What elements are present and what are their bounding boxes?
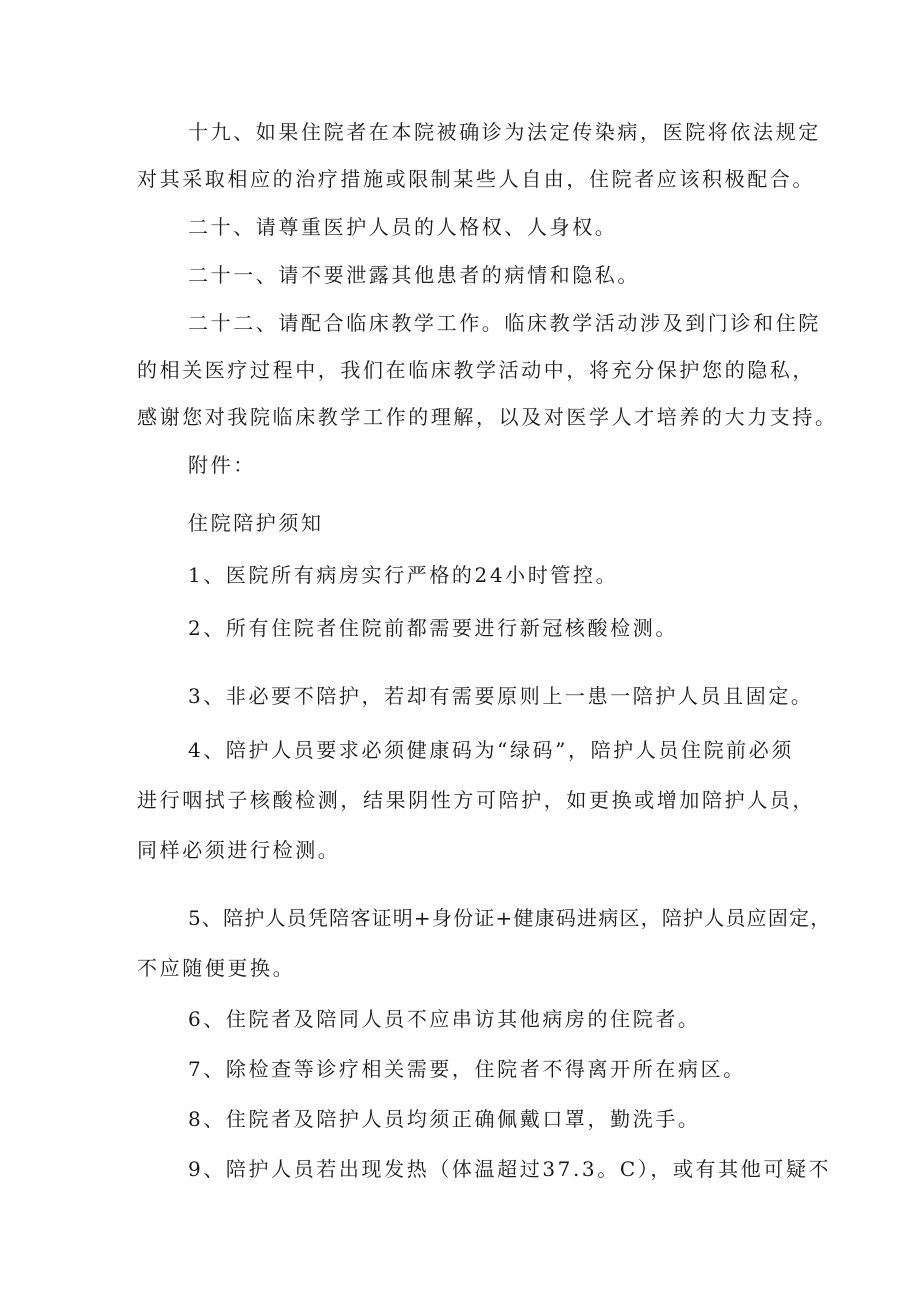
rule-8: 8、住院者及陪护人员均须正确佩戴口罩，勤洗手。 [188,1107,701,1131]
paragraph-22-line-2: 的相关医疗过程中，我们在临床教学活动中，将充分保护您的隐私， [137,358,815,382]
rule-4-line-1: 4、陪护人员要求必须健康码为“绿码”，陪护人员住院前必须 [188,738,794,762]
rule-1: 1、医院所有病房实行严格的24小时管控。 [188,563,619,587]
paragraph-20: 二十、请尊重医护人员的人格权、人身权。 [188,215,618,239]
paragraph-22-line-3: 感谢您对我院临床教学工作的理解，以及对医学人才培养的大力支持。 [137,405,838,429]
paragraph-22-line-1: 二十二、请配合临床教学工作。临床教学活动涉及到门诊和住院 [188,311,821,335]
paragraph-21: 二十一、请不要泄露其他患者的病情和隐私。 [188,263,640,287]
paragraph-19-line-1: 十九、如果住院者在本院被确诊为法定传染病，医院将依法规定 [188,120,821,144]
rule-5-line-1: 5、陪护人员凭陪客证明+身份证+健康码进病区，陪护人员应固定， [188,906,832,930]
rule-6: 6、住院者及陪同人员不应串访其他病房的住院者。 [188,1007,701,1031]
paragraph-19-line-2: 对其采取相应的治疗措施或限制某些人自由，住院者应该积极配合。 [137,167,815,191]
rule-4-line-2: 进行咽拭子核酸检测，结果阴性方可陪护，如更换或增加陪护人员， [137,788,815,812]
rule-9-line-1: 9、陪护人员若出现发热（体温超过37.3。C），或有其他可疑不 [188,1157,832,1181]
attachment-label: 附件： [188,453,256,477]
rule-5-line-2: 不应随便更换。 [137,956,296,980]
attachment-title: 住院陪护须知 [188,511,324,535]
rule-7: 7、除检查等诊疗相关需要，住院者不得离开所在病区。 [188,1057,746,1081]
rule-2: 2、所有住院者住院前都需要进行新冠核酸检测。 [188,616,678,640]
rule-4-line-3: 同样必须进行检测。 [137,838,341,862]
rule-3: 3、非必要不陪护，若却有需要原则上一患一陪护人员且固定。 [188,684,814,708]
